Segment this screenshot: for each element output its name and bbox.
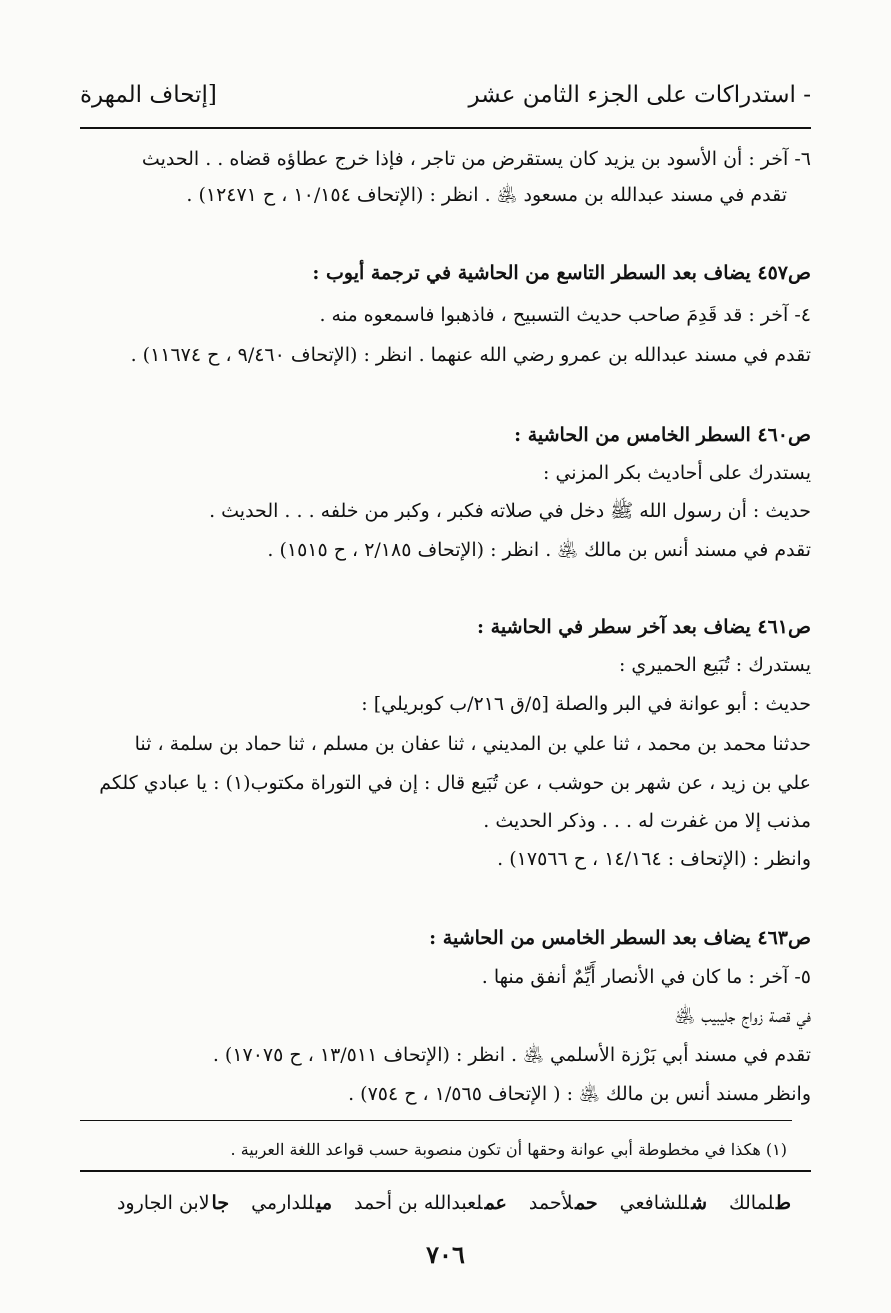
abbr-value: لابن الجارود xyxy=(116,1192,210,1214)
text-line: تقدم في مسند عبدالله بن عمرو رضي الله عنهما . انظر : (الإتحاف ٩/٤٦٠ ، ح ١١٦٧٤) . xyxy=(130,344,811,366)
text-line: حديث : أن رسول الله ﷺ دخل في صلاته فكبر ، وكبر من خلفه . . . الحديث . xyxy=(209,500,811,522)
header-divider xyxy=(80,127,811,129)
text-line: تقدم في مسند عبدالله بن مسعود ﵁ . انظر : (الإتحاف ١٠/١٥٤ ، ح ١٢٤٧١) . xyxy=(186,184,787,206)
text-line: يستدرك على أحاديث بكر المزني : xyxy=(543,462,811,484)
text-line: مذنب إلا من غفرت له . . . وذكر الحديث . xyxy=(483,810,811,832)
text-line: علي بن زيد ، عن شهر بن حوشب ، عن تُبَيع قال : إن في التوراة مكتوب(١) : يا عبادي كلكم xyxy=(99,772,811,794)
abbr-item xyxy=(354,1188,507,1218)
abbr-item xyxy=(251,1188,332,1218)
abbr-key: جا xyxy=(211,1192,230,1214)
abbr-item xyxy=(529,1188,598,1218)
abbreviation-key xyxy=(80,1188,791,1218)
text-line: تقدم في مسند أبي بَرْزة الأسلمي ﵁ . انظر : (الإتحاف ١٣/٥١١ ، ح ١٧٠٧٥) . xyxy=(212,1044,811,1066)
footer-divider xyxy=(80,1170,811,1172)
abbr-item xyxy=(117,1188,229,1218)
section-heading: ص٤٥٧ يضاف بعد السطر التاسع من الحاشية في ترجمة أيوب : xyxy=(312,262,811,284)
text-line: ٦- آخر : أن الأسود بن يزيد كان يستقرض من تاجر ، فإذا خرج عطاؤه قضاه . . الحديث xyxy=(141,148,811,170)
abbr-key: ط xyxy=(775,1192,791,1214)
abbr-value: لمالك xyxy=(729,1192,774,1214)
text-line: حدثنا محمد بن محمد ، ثنا علي بن المديني ، ثنا عفان بن مسلم ، ثنا حماد بن سلمة ، ثنا xyxy=(134,733,811,755)
abbr-value: للدارمي xyxy=(251,1192,315,1214)
abbr-key: مي xyxy=(316,1192,333,1214)
running-title: - استدراكات على الجزء الثامن عشر xyxy=(468,82,811,108)
section-heading: ص٤٦٣ يضاف بعد السطر الخامس من الحاشية : xyxy=(429,927,811,949)
section-heading: ص٤٦١ يضاف بعد آخر سطر في الحاشية : xyxy=(477,616,811,638)
page-header xyxy=(80,82,811,114)
abbr-key: عم xyxy=(484,1192,507,1214)
book-title: [إتحاف المهرة xyxy=(80,82,217,108)
text-line: ٥- آخر : ما كان في الأنصار أَيِّمٌ أنفق منها . xyxy=(481,966,811,988)
footnote: (١) هكذا في مخطوطة أبي عوانة وحقها أن تكون منصوبة حسب قواعد اللغة العربية . xyxy=(230,1140,787,1159)
abbr-item xyxy=(620,1188,707,1218)
text-line: وانظر : (الإتحاف : ١٤/١٦٤ ، ح ١٧٥٦٦) . xyxy=(497,848,811,870)
text-line: وانظر مسند أنس بن مالك ﵁ : ( الإتحاف ١/٥٦٥ ، ح ٧٥٤) . xyxy=(348,1083,811,1105)
text-line: يستدرك : تُبَيع الحميري : xyxy=(618,654,811,676)
section-heading: ص٤٦٠ السطر الخامس من الحاشية : xyxy=(514,424,811,446)
abbr-key: حم xyxy=(574,1192,598,1214)
text-line: تقدم في مسند أنس بن مالك ﵁ . انظر : (الإتحاف ٢/١٨٥ ، ح ١٥١٥) . xyxy=(267,539,811,561)
abbr-key: ش xyxy=(691,1192,707,1214)
footnote-divider xyxy=(80,1120,792,1121)
abbr-value: لعبدالله بن أحمد xyxy=(354,1192,483,1214)
abbr-item xyxy=(729,1188,791,1218)
abbr-value: للشافعي xyxy=(619,1192,690,1214)
text-line: ٤- آخر : قد قَدِمَ صاحب حديث التسبيح ، فاذهبوا فاسمعوه منه . xyxy=(319,304,811,326)
text-line: في قصة زواج جليبيب ﵁ xyxy=(674,1005,811,1027)
page-number: ٧٠٦ xyxy=(426,1240,465,1269)
text-line: حديث : أبو عوانة في البر والصلة [٥/ق ٢١٦/ب كوبريلي] : xyxy=(361,693,811,715)
abbr-value: لأحمد xyxy=(528,1192,573,1214)
